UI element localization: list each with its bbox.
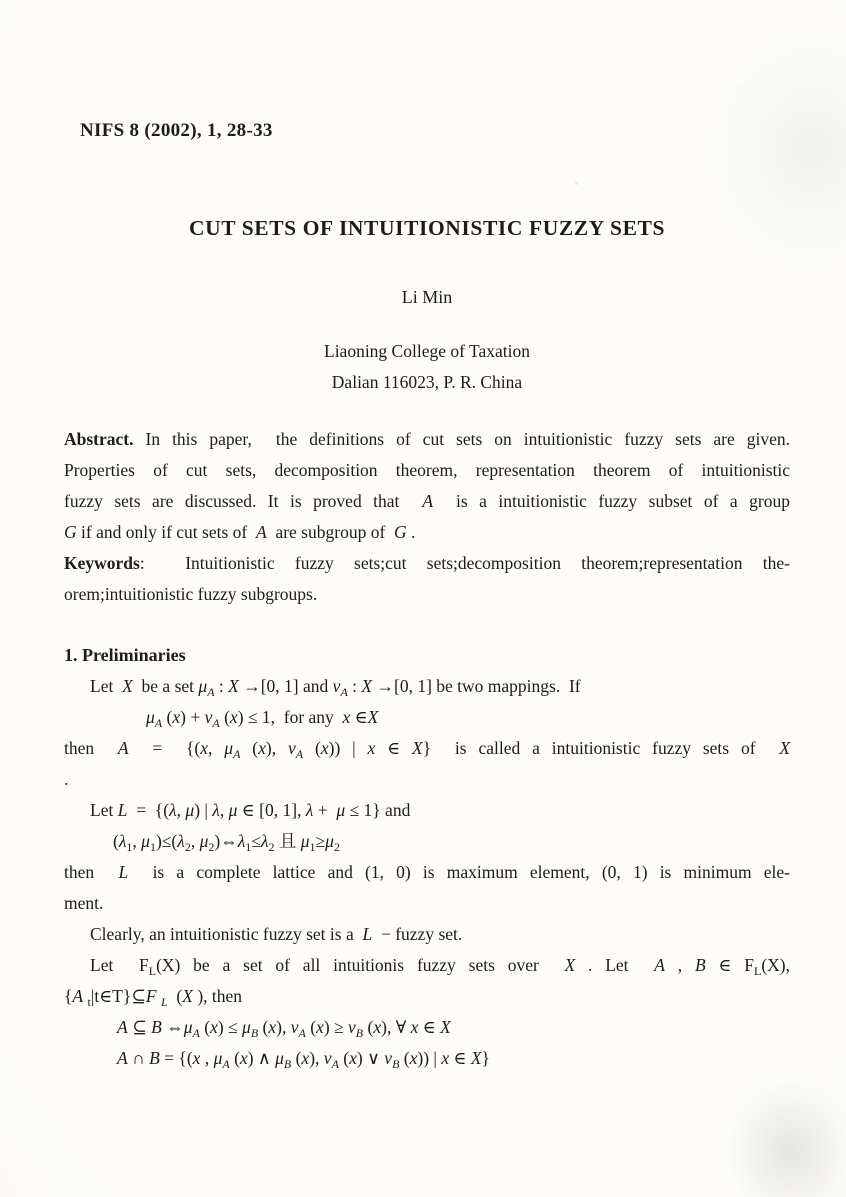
equation-intersection-def: A ∩ B = {(x , $\mu_A$ (x) ∧ $\mu_B$ (x), $\nu_A$ (x) ∨ $\nu_B$ (x)) | x ∈ X} — [117, 1048, 490, 1071]
section-1-body — [64, 671, 790, 1074]
body-line-FLX: Let $F_L(X)$ be a set of all intuitionis fuzzy sets over X . Let A , B ∈ $F_L(X)$, — [90, 955, 791, 978]
body-line-ment: ment. — [64, 893, 104, 913]
scan-speck — [740, 87, 742, 89]
abstract-line-1: Abstract. In this paper, the definitions of cut sets on intuitionistic fuzzy sets are given. — [64, 429, 790, 449]
equation-mu-nu-sum: $\mu_A$ $(x) + \nu_A$ (x) ≤ 1, for any x ∈X — [146, 707, 379, 730]
scan-speck — [575, 182, 578, 185]
keywords-line-2: orem;intuitionistic fuzzy subgroups. — [64, 584, 318, 604]
paper-title: CUT SETS OF INTUITIONISTIC FUZZY SETS — [188, 216, 666, 240]
affiliation-line-1: Liaoning College of Taxation — [324, 341, 530, 361]
body-line-then-A-def: then A = {(x, $\mu_A$ (x), $\nu_A$ (x)) | x ∈ X} is called a intuitionistic fuzzy sets of X — [64, 738, 791, 761]
body-line-lattice: then L is a complete lattice and (1, 0) is maximum element, (0, 1) is minimum ele- — [64, 862, 790, 882]
equation-subset-def: A ⊆ B $\Leftrightarrow\mu_A$ $(x) \le \mu_B$ (x), $\nu_A$ $(x) \ge \nu_B$ (x), ∀ x ∈ X — [117, 1017, 451, 1040]
abstract-line-3: fuzzy sets are discussed. It is proved that A is a intuitionistic fuzzy subset of a group — [64, 491, 790, 511]
abstract-line-4: G if and only if cut sets of A are subgroup of G . — [64, 522, 416, 542]
affiliation-block — [64, 336, 790, 398]
body-line-clearly: Clearly, an intuitionistic fuzzy set is a L − fuzzy set. — [90, 924, 463, 944]
section-1-heading: 1. Preliminaries — [64, 645, 186, 665]
page-content — [0, 120, 846, 1074]
equation-lambda-order: ($\lambda_1$, $\mu_1)\le(\lambda_2$, $\mu_2)\Leftrightarrow\lambda_1\le\lambda_2$ 且 $\mu_1\ge\mu_2$ — [113, 831, 340, 854]
author-name: Li Min — [401, 287, 453, 307]
journal-reference: NIFS 8 (2002), 1, 28-33 — [80, 120, 273, 141]
abstract-line-2: Properties of cut sets, decomposition theorem, representation theorem of intuitionistic — [64, 460, 790, 480]
abstract — [64, 424, 790, 610]
body-line-let-L-def: Let L = {(λ, μ) | λ, μ ∈ [0, 1], λ + μ ≤ 1} and — [90, 800, 411, 820]
body-line-At-family: {A $_t$|t∈T}⊆F $_L$ (X ), then — [64, 986, 243, 1009]
affiliation-line-2: Dalian 116023, P. R. China — [331, 372, 523, 392]
body-line-let-mappings: Let X be a set $\mu_A$ : X →[0, 1] and $\nu_A$ : X →[0, 1] be two mappings. If — [90, 676, 581, 699]
body-line-stray-period: . — [64, 769, 69, 789]
keywords-line-1: Keywords: Intuitionistic fuzzy sets;cut sets;decomposition theorem;representation the- — [64, 553, 790, 573]
